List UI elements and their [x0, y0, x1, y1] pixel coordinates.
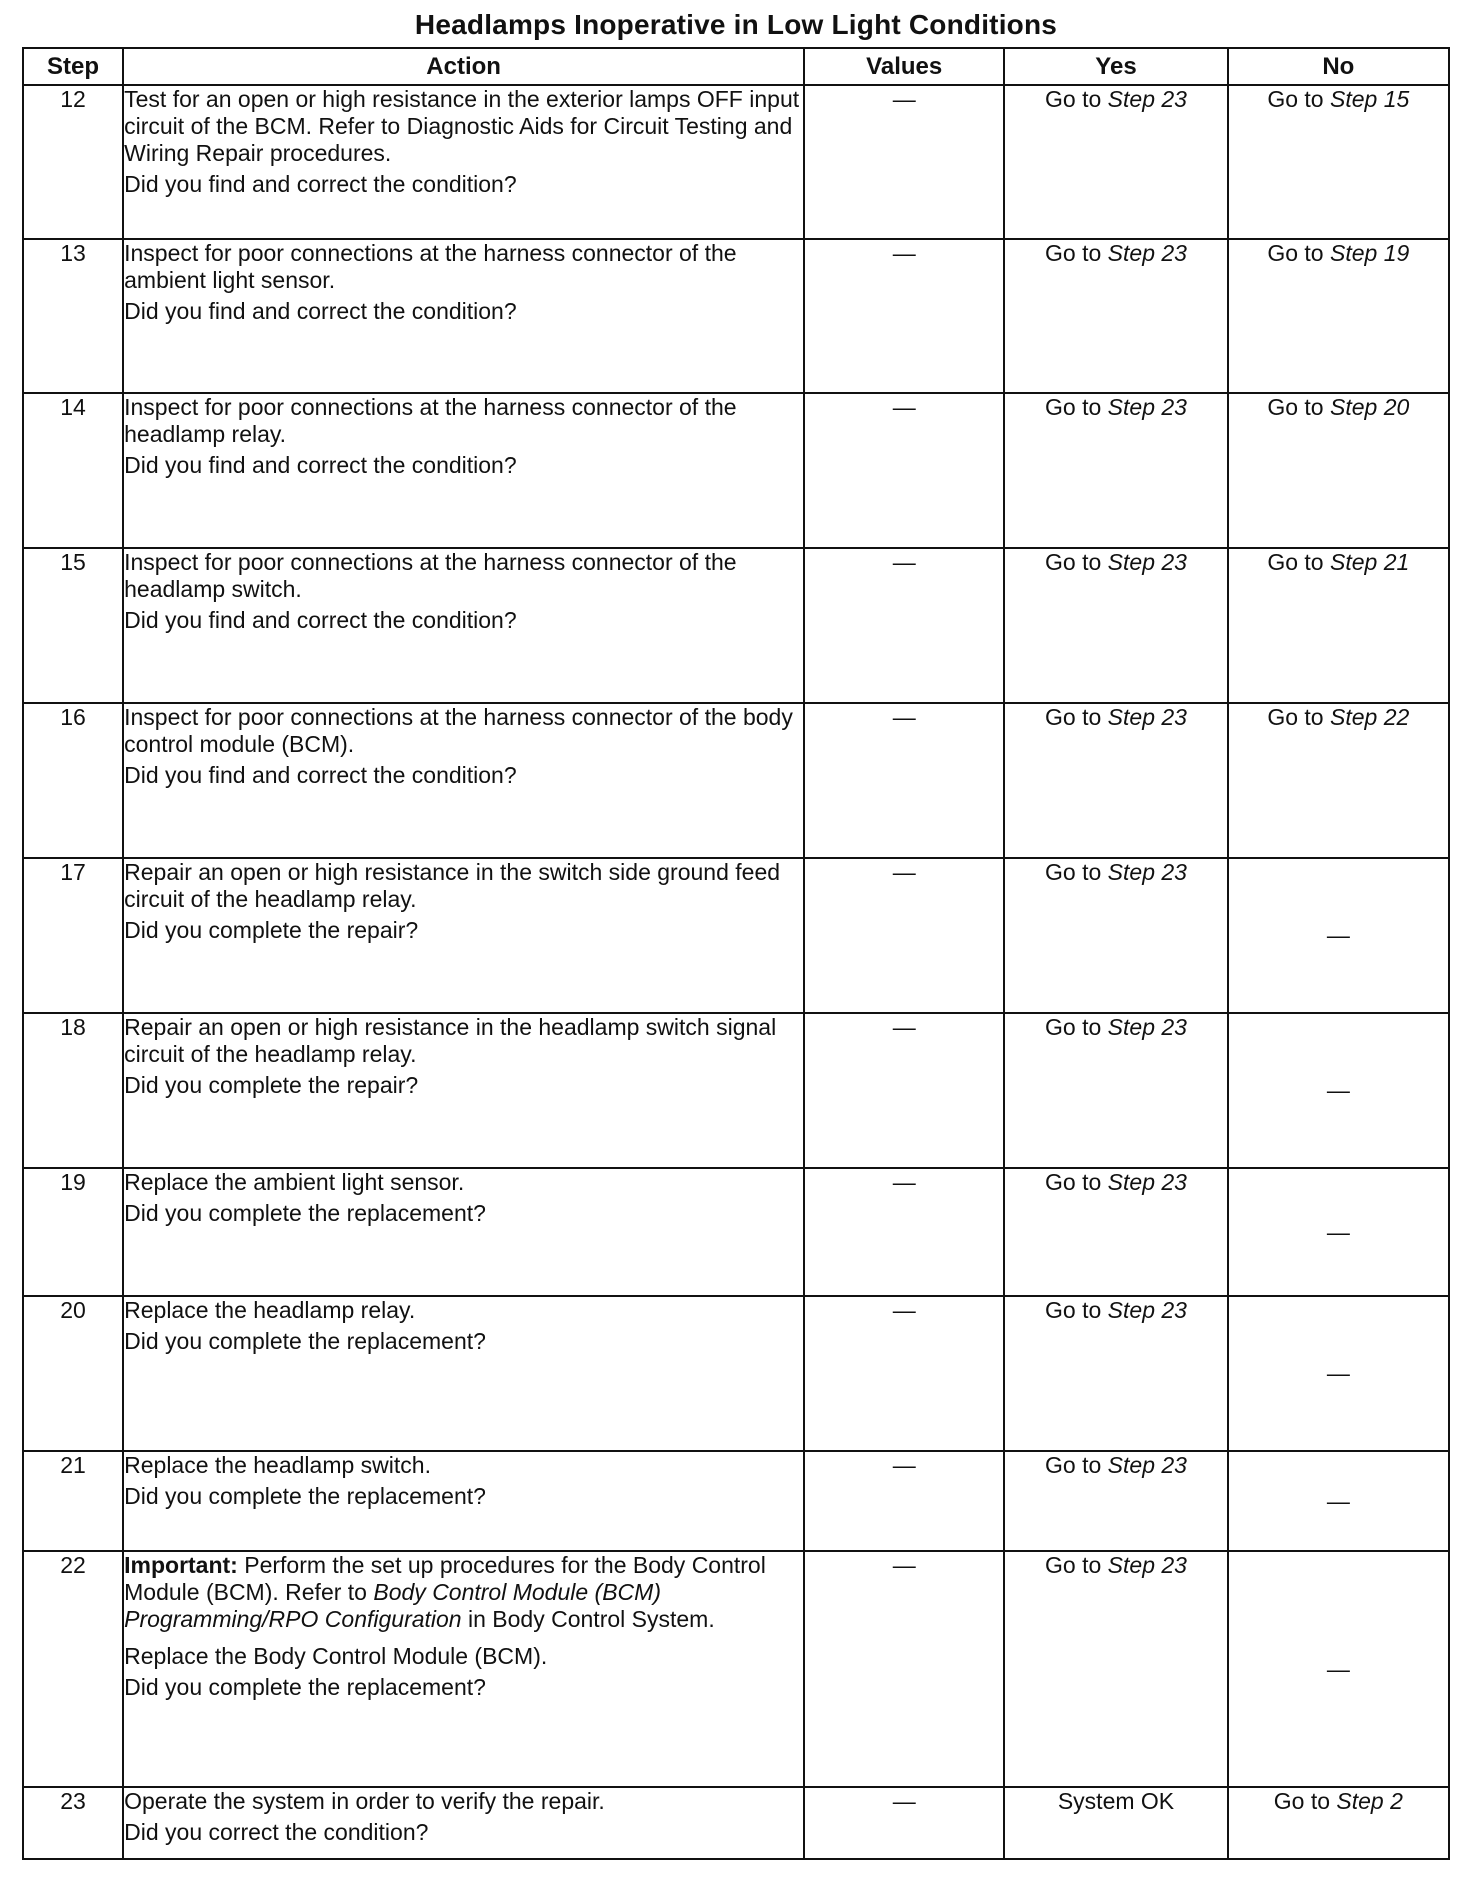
action-text: Inspect for poor connections at the harness connector of the body control module (BCM). — [124, 704, 793, 757]
go-to-label: Go to — [1267, 549, 1324, 575]
table-row — [23, 858, 1449, 1013]
action-question: Did you find and correct the condition? — [124, 762, 517, 788]
step-number: 17 — [23, 858, 123, 1013]
action-question: Did you complete the repair? — [124, 917, 419, 943]
table-row — [23, 393, 1449, 548]
yes-cell: System OK — [1004, 1787, 1227, 1859]
action-question: Did you complete the replacement? — [124, 1483, 486, 1509]
action-question: Did you find and correct the condition? — [124, 607, 517, 633]
go-to-label: Go to — [1045, 549, 1102, 575]
values-cell: — — [804, 858, 1004, 1013]
yes-step-link[interactable]: Step 23 — [1107, 1297, 1187, 1323]
yes-cell — [1004, 548, 1227, 703]
action-text: Test for an open or high resistance in the exterior lamps OFF input circuit of the BCM. Refer to Diagnostic Aids for Circuit Testing and Wiring Repair procedures. — [124, 86, 800, 166]
no-cell — [1228, 239, 1449, 393]
action-question: Did you find and correct the condition? — [124, 171, 517, 197]
yes-step-link[interactable]: Step 23 — [1107, 394, 1187, 420]
no-cell — [1228, 548, 1449, 703]
values-cell: — — [804, 393, 1004, 548]
go-to-label: Go to — [1045, 240, 1102, 266]
yes-step-link[interactable]: Step 23 — [1107, 704, 1187, 730]
yes-step-link[interactable]: Step 23 — [1107, 1014, 1187, 1040]
values-cell: — — [804, 703, 1004, 858]
step-number: 16 — [23, 703, 123, 858]
step-number: 15 — [23, 548, 123, 703]
action-text: Replace the Body Control Module (BCM). — [124, 1643, 548, 1669]
table-row — [23, 1013, 1449, 1168]
yes-cell — [1004, 1296, 1227, 1451]
action-text: Replace the headlamp switch. — [124, 1452, 431, 1478]
values-cell: — — [804, 239, 1004, 393]
no-cell — [1228, 1787, 1449, 1859]
yes-cell — [1004, 1551, 1227, 1787]
step-number: 23 — [23, 1787, 123, 1859]
header-values: Values — [804, 48, 1004, 85]
action-text: Repair an open or high resistance in the headlamp switch signal circuit of the headlamp relay. — [124, 1014, 777, 1067]
go-to-label: Go to — [1045, 1452, 1102, 1478]
diagnostic-table — [22, 47, 1450, 1860]
no-cell: — — [1228, 1168, 1449, 1296]
action-question: Did you complete the replacement? — [124, 1328, 486, 1354]
go-to-label: Go to — [1045, 1169, 1102, 1195]
important-note — [124, 1552, 803, 1633]
table-row — [23, 85, 1449, 239]
no-cell: — — [1228, 1451, 1449, 1551]
no-step-link[interactable]: Step 21 — [1330, 549, 1410, 575]
no-step-link[interactable]: Step 19 — [1330, 240, 1410, 266]
action-text: Inspect for poor connections at the harness connector of the headlamp switch. — [124, 549, 737, 602]
table-row — [23, 703, 1449, 858]
action-question: Did you correct the condition? — [124, 1819, 429, 1845]
no-step-link[interactable]: Step 15 — [1330, 86, 1410, 112]
header-no: No — [1228, 48, 1449, 85]
table-row — [23, 239, 1449, 393]
yes-cell — [1004, 1013, 1227, 1168]
yes-cell — [1004, 703, 1227, 858]
step-number: 21 — [23, 1451, 123, 1551]
yes-cell — [1004, 1451, 1227, 1551]
go-to-label: Go to — [1045, 704, 1102, 730]
important-label: Important: — [124, 1552, 238, 1578]
step-number: 20 — [23, 1296, 123, 1451]
action-question: Did you find and correct the condition? — [124, 452, 517, 478]
go-to-label: Go to — [1045, 1014, 1102, 1040]
go-to-label: Go to — [1267, 704, 1324, 730]
table-row — [23, 548, 1449, 703]
yes-step-link[interactable]: Step 23 — [1107, 1552, 1187, 1578]
no-cell — [1228, 703, 1449, 858]
no-cell: — — [1228, 1296, 1449, 1451]
step-number: 13 — [23, 239, 123, 393]
no-cell: — — [1228, 1551, 1449, 1787]
no-cell: — — [1228, 1013, 1449, 1168]
yes-step-link[interactable]: Step 23 — [1107, 1452, 1187, 1478]
table-row — [23, 1296, 1449, 1451]
no-step-link[interactable]: Step 22 — [1330, 704, 1410, 730]
yes-step-link[interactable]: Step 23 — [1107, 240, 1187, 266]
yes-cell — [1004, 393, 1227, 548]
go-to-label: Go to — [1045, 1297, 1102, 1323]
values-cell: — — [804, 1296, 1004, 1451]
yes-step-link[interactable]: Step 23 — [1107, 86, 1187, 112]
action-text: Replace the headlamp relay. — [124, 1297, 416, 1323]
important-text: Perform the set up procedures for the Body Control Module (BCM). Refer to — [124, 1552, 766, 1605]
go-to-label: Go to — [1267, 86, 1324, 112]
action-text: Operate the system in order to verify the repair. — [124, 1788, 605, 1814]
table-row — [23, 1787, 1449, 1859]
values-cell: — — [804, 85, 1004, 239]
header-step: Step — [23, 48, 123, 85]
yes-step-link[interactable]: Step 23 — [1107, 1169, 1187, 1195]
go-to-label: Go to — [1273, 1788, 1331, 1814]
action-question: Did you complete the repair? — [124, 1072, 419, 1098]
action-text: Inspect for poor connections at the harness connector of the headlamp relay. — [124, 394, 737, 447]
step-number: 12 — [23, 85, 123, 239]
action-question: Did you complete the replacement? — [124, 1200, 486, 1226]
values-cell: — — [804, 548, 1004, 703]
go-to-label: Go to — [1045, 1552, 1102, 1578]
header-yes: Yes — [1004, 48, 1227, 85]
no-cell — [1228, 393, 1449, 548]
no-step-link[interactable]: Step 2 — [1336, 1788, 1403, 1814]
table-row — [23, 1551, 1449, 1787]
values-cell: — — [804, 1451, 1004, 1551]
table-row — [23, 1168, 1449, 1296]
yes-cell — [1004, 85, 1227, 239]
no-step-link[interactable]: Step 20 — [1330, 394, 1410, 420]
yes-cell — [1004, 858, 1227, 1013]
header-action: Action — [123, 48, 804, 85]
action-text: Inspect for poor connections at the harness connector of the ambient light sensor. — [124, 240, 737, 293]
step-number: 22 — [23, 1551, 123, 1787]
step-number: 14 — [23, 393, 123, 548]
no-cell — [1228, 85, 1449, 239]
no-cell: — — [1228, 858, 1449, 1013]
values-cell: — — [804, 1551, 1004, 1787]
values-cell: — — [804, 1168, 1004, 1296]
yes-step-link[interactable]: Step 23 — [1107, 859, 1187, 885]
go-to-label: Go to — [1045, 86, 1102, 112]
table-row — [23, 1451, 1449, 1551]
yes-step-link[interactable]: Step 23 — [1107, 549, 1187, 575]
action-question: Did you complete the replacement? — [124, 1674, 486, 1700]
go-to-label: Go to — [1267, 394, 1324, 420]
action-question: Did you find and correct the condition? — [124, 298, 517, 324]
step-number: 19 — [23, 1168, 123, 1296]
go-to-label: Go to — [1045, 394, 1102, 420]
step-number: 18 — [23, 1013, 123, 1168]
important-tail: in Body Control System. — [461, 1606, 715, 1632]
go-to-label: Go to — [1267, 240, 1324, 266]
reference-link[interactable]: Body Control Module (BCM) Programming/RPO Configuration — [124, 1579, 661, 1632]
go-to-label: Go to — [1045, 859, 1102, 885]
yes-cell — [1004, 239, 1227, 393]
table-header-row — [23, 48, 1449, 85]
values-cell: — — [804, 1787, 1004, 1859]
page-title: Headlamps Inoperative in Low Light Conditions — [414, 9, 1058, 40]
yes-cell — [1004, 1168, 1227, 1296]
action-text: Replace the ambient light sensor. — [124, 1169, 465, 1195]
values-cell: — — [804, 1013, 1004, 1168]
action-text: Repair an open or high resistance in the switch side ground feed circuit of the headlamp relay. — [124, 859, 781, 912]
